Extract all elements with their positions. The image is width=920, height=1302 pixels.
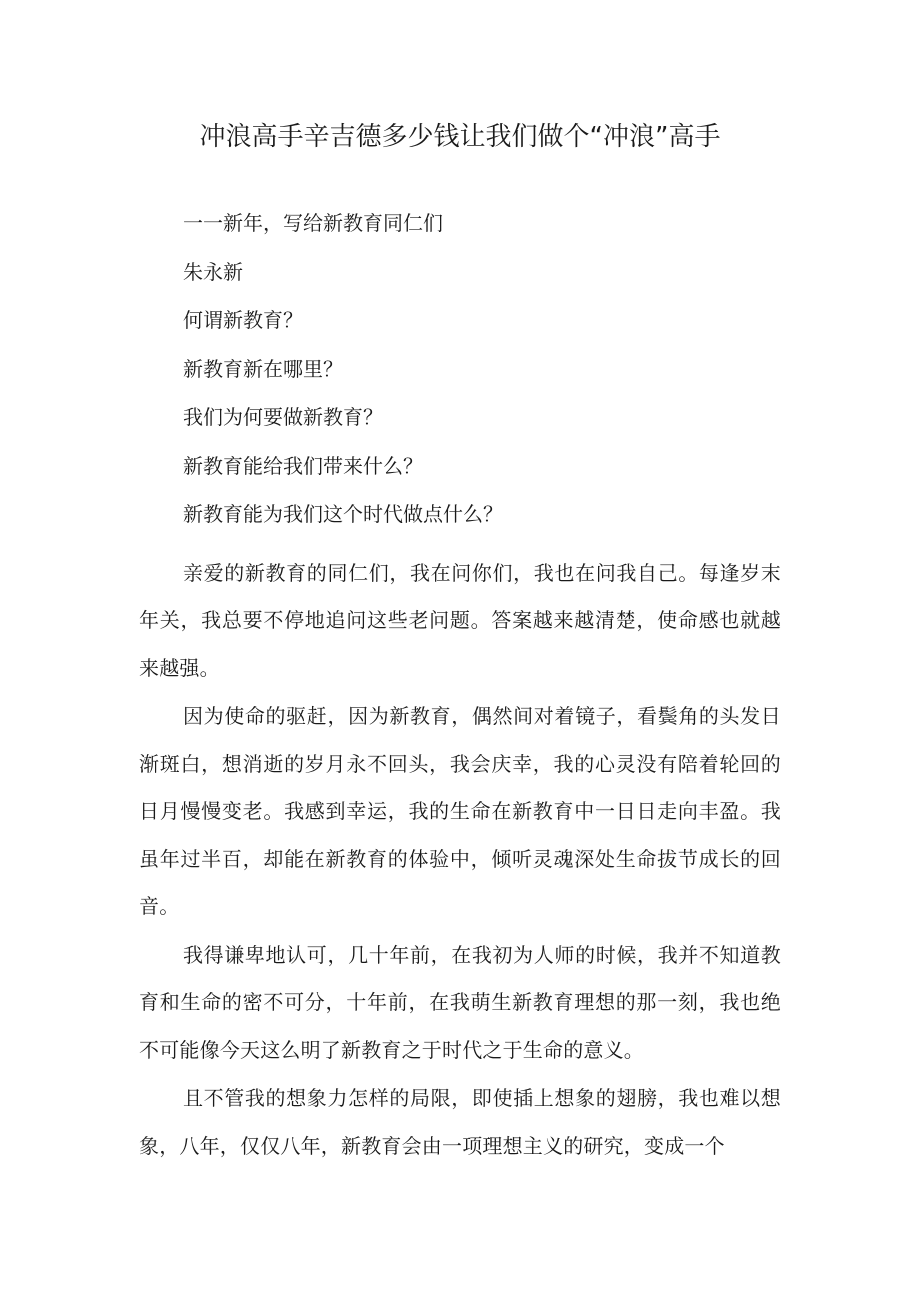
question-line: 新教育能为我们这个时代做点什么？ bbox=[183, 502, 503, 526]
intro-block bbox=[139, 209, 781, 549]
document-author: 朱永新 bbox=[183, 259, 243, 284]
question-line: 新教育新在哪里？ bbox=[183, 356, 343, 381]
document-title: 冲浪高手辛吉德多少钱让我们做个“冲浪”高手 bbox=[199, 122, 721, 152]
question-line: 新教育能给我们带来什么？ bbox=[183, 453, 423, 478]
question-line: 何谓新教育？ bbox=[183, 308, 303, 332]
document-body bbox=[139, 550, 781, 1171]
body-paragraph: 亲爱的新教育的同仁们，我在问你们，我也在问我自己。每逢岁末年关，我总要不停地追问这些老问题。答案越来越清楚，使命感也就越来越强。 bbox=[139, 560, 781, 680]
body-paragraph: 且不管我的想象力怎样的局限，即使插上想象的翅膀，我也难以想象，八年，仅仅八年，新教育会由一项理想主义的研究，变成一个 bbox=[139, 1086, 781, 1158]
body-paragraph: 因为使命的驱赶，因为新教育，偶然间对着镜子，看鬓角的头发日渐斑白，想消逝的岁月永不回头，我会庆幸，我的心灵没有陪着轮回的日月慢慢变老。我感到幸运，我的生命在新教育中一日日走向丰盈。我虽年过半百，却能在新教育的体验中，倾听灵魂深处生命拔节成长的回音。 bbox=[139, 704, 781, 918]
question-line: 我们为何要做新教育？ bbox=[183, 405, 383, 429]
document-subtitle: 一一新年，写给新教育同仁们 bbox=[183, 211, 443, 235]
body-paragraph: 我得谦卑地认可，几十年前，在我初为人师的时候，我并不知道教育和生命的密不可分，十年前，在我萌生新教育理想的那一刻，我也绝不可能像今天这么明了新教育之于时代之于生命的意义。 bbox=[139, 942, 781, 1062]
